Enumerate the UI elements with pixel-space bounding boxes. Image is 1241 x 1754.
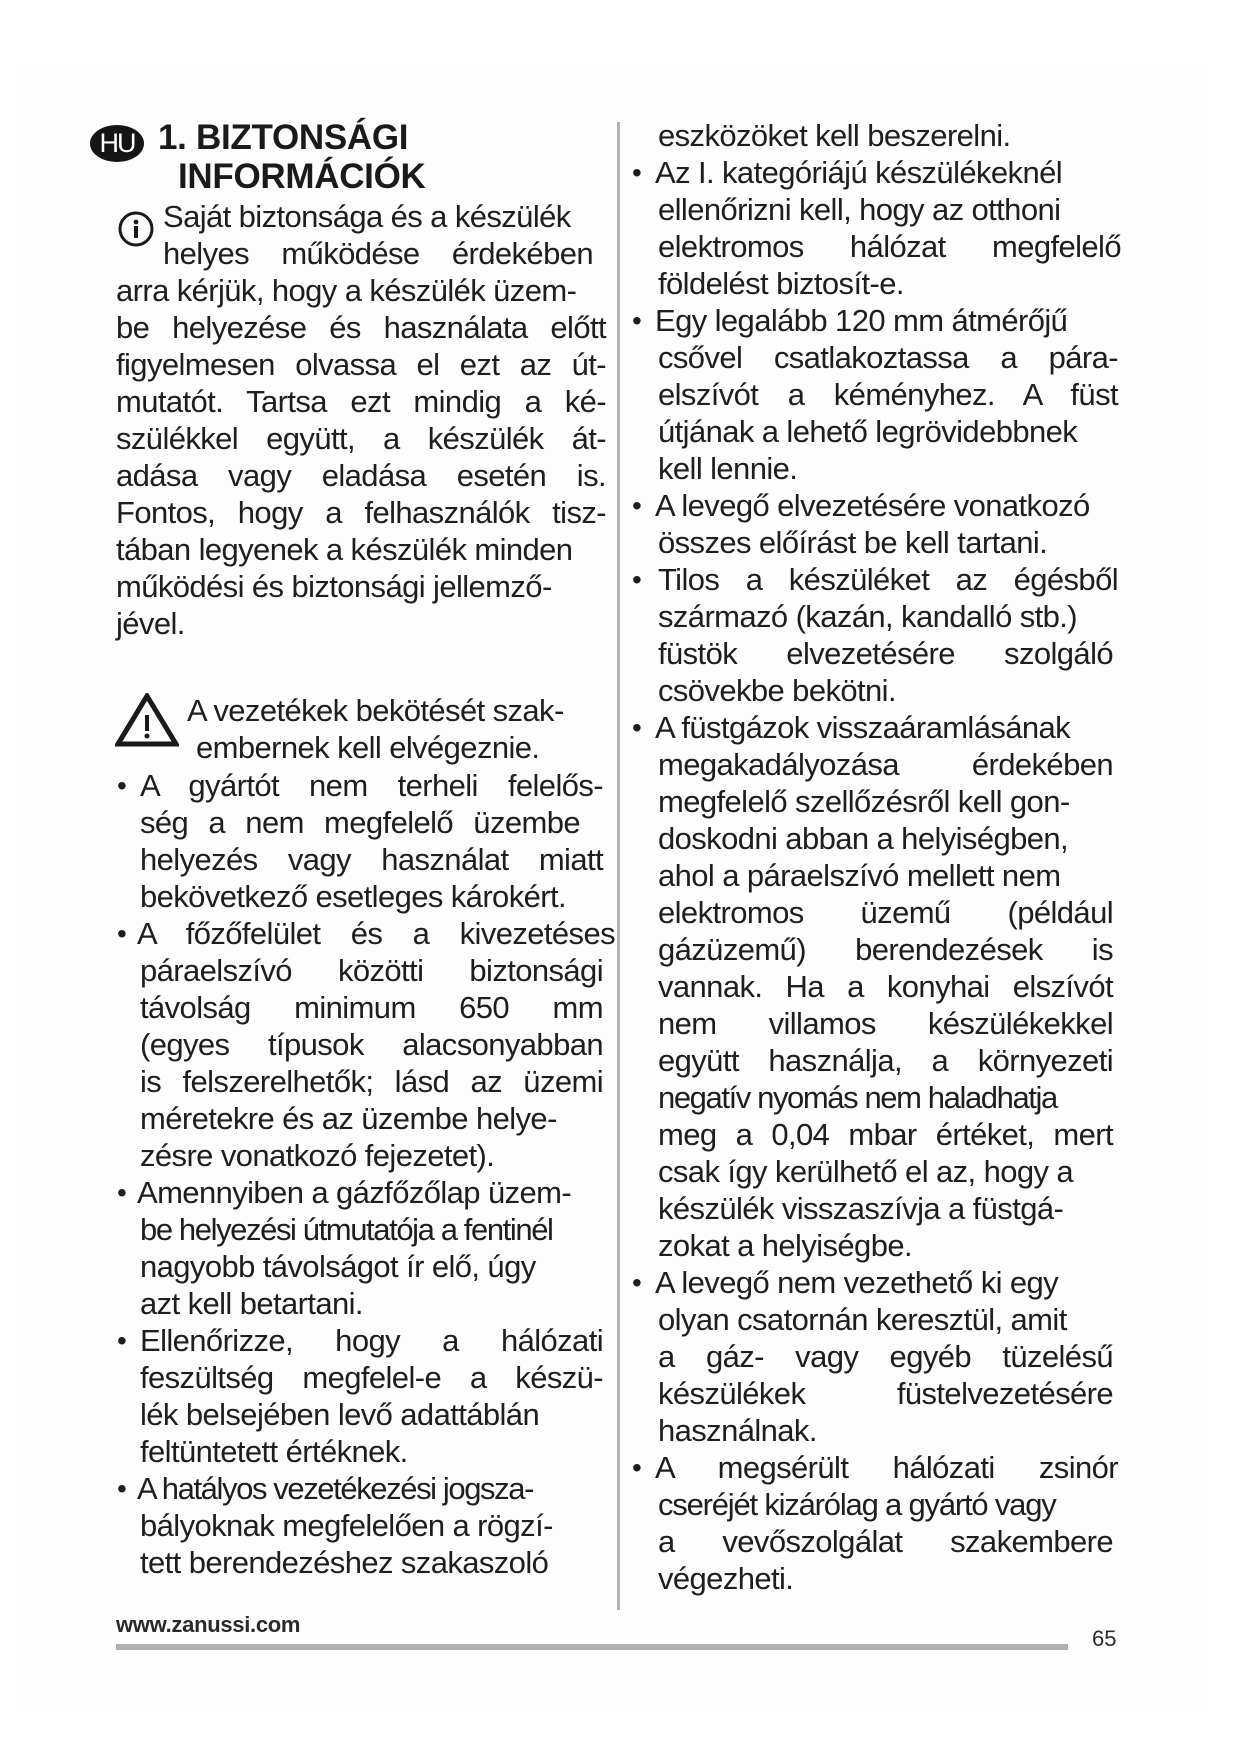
bullet-line: A levegő nem vezethető ki egy bbox=[655, 1265, 1059, 1300]
intro-line: arra kérjük, hogy a készülék üzem- bbox=[116, 273, 577, 308]
section-title-line1: 1. BIZTONSÁGI bbox=[158, 118, 409, 157]
bullet-line: együtt használja, a környezeti bbox=[658, 1043, 1113, 1078]
intro-line: be helyezése és használata előtt bbox=[116, 310, 606, 345]
bullet-marker: • bbox=[117, 1325, 127, 1356]
intro-line: figyelmesen olvassa el ezt az út- bbox=[116, 347, 606, 382]
bullet-line: készülék visszaszívja a füstgá- bbox=[658, 1191, 1064, 1226]
bullet-line: doskodni abban a helyiségben, bbox=[658, 821, 1069, 856]
bullet-line: negatív nyomás nem haladhatja bbox=[658, 1080, 1057, 1115]
bullet-line: használnak. bbox=[658, 1413, 817, 1448]
bullet-line: A főzőfelület és a kivezetéses bbox=[137, 916, 615, 951]
bullet-line: nagyobb távolságot ír elő, úgy bbox=[140, 1249, 536, 1284]
bullet-line: megakadályozása érdekében bbox=[658, 747, 1113, 782]
bullet-line: lék belsejében levő adattáblán bbox=[140, 1397, 540, 1432]
bullet-line: a vevőszolgálat szakembere bbox=[658, 1524, 1113, 1559]
bullet-marker: • bbox=[632, 157, 642, 188]
bullet-line: csak így kerülhető el az, hogy a bbox=[658, 1154, 1074, 1189]
bullet-marker: • bbox=[632, 490, 642, 521]
intro-line: helyes működése érdekében bbox=[163, 236, 593, 271]
bullet-line: füstök elvezetésére szolgáló bbox=[658, 636, 1113, 671]
bullet-line: páraelszívó közötti biztonsági bbox=[140, 953, 603, 988]
bullet-line: azt kell betartani. bbox=[140, 1286, 363, 1321]
info-circle-icon bbox=[117, 210, 155, 248]
continuation-line: eszközöket kell beszerelni. bbox=[658, 118, 1011, 153]
bullet-line: gázüzemű) berendezések is bbox=[658, 932, 1113, 967]
bullet-line: ahol a páraelszívó mellett nem bbox=[658, 858, 1061, 893]
bullet-line: A gyártót nem terheli felelős- bbox=[140, 768, 603, 803]
bullet-line: tett berendezéshez szakaszoló bbox=[140, 1545, 549, 1580]
bullet-marker: • bbox=[632, 305, 642, 336]
bullet-marker: • bbox=[632, 1267, 642, 1298]
bullet-marker: • bbox=[632, 1452, 642, 1483]
page-number: 65 bbox=[1092, 1626, 1117, 1651]
bullet-line: A levegő elvezetésére vonatkozó bbox=[655, 488, 1090, 523]
bullet-line: nem villamos készülékekkel bbox=[658, 1006, 1113, 1041]
intro-line: tában legyenek a készülék minden bbox=[116, 532, 573, 567]
bullet-line: cseréjét kizárólag a gyártó vagy bbox=[658, 1487, 1056, 1522]
bullet-line: zokat a helyiségbe. bbox=[658, 1228, 912, 1263]
bullet-line: Ellenőrizze, hogy a hálózati bbox=[140, 1323, 603, 1358]
bullet-line: bekövetkező esetleges károkért. bbox=[140, 879, 566, 914]
bullet-marker: • bbox=[117, 1473, 127, 1504]
bullet-line: elszívót a kéményhez. A füst bbox=[658, 377, 1118, 412]
bullet-line: is felszerelhetők; lásd az üzemi bbox=[140, 1064, 603, 1099]
bullet-line: csővel csatlakoztassa a pára- bbox=[658, 340, 1118, 375]
bullet-line: feltüntetett értéknek. bbox=[140, 1434, 408, 1469]
bullet-line: megfelelő szellőzésről kell gon- bbox=[658, 784, 1070, 819]
bullet-line: ség a nem megfelelő üzembe bbox=[140, 805, 580, 840]
bullet-line: (egyes típusok alacsonyabban bbox=[140, 1027, 603, 1062]
bullet-marker: • bbox=[117, 770, 127, 801]
bullet-line: Egy legalább 120 mm átmérőjű bbox=[655, 303, 1068, 338]
column-divider bbox=[617, 122, 620, 1610]
bullet-marker: • bbox=[117, 918, 127, 949]
bullet-marker: • bbox=[632, 712, 642, 743]
intro-line: szülékkel együtt, a készülék át- bbox=[116, 421, 606, 456]
bullet-line: A megsérült hálózati zsinór bbox=[655, 1450, 1118, 1485]
bullet-line: meg a 0,04 mbar értéket, mert bbox=[658, 1117, 1113, 1152]
bullet-line: összes előírást be kell tartani. bbox=[658, 525, 1048, 560]
bullet-marker: • bbox=[632, 564, 642, 595]
bullet-line: méretekre és az üzembe helye- bbox=[140, 1101, 557, 1136]
bullet-line: származó (kazán, kandalló stb.) bbox=[658, 599, 1078, 634]
bullet-marker: • bbox=[117, 1177, 127, 1208]
bullet-line: be helyezési útmutatója a fentinél bbox=[140, 1212, 553, 1247]
bullet-line: földelést biztosít-e. bbox=[658, 266, 904, 301]
intro-line: Fontos, hogy a felhasználók tisz- bbox=[116, 495, 606, 530]
bullet-line: a gáz- vagy egyéb tüzelésű bbox=[658, 1339, 1113, 1374]
bullet-line: útjának a lehető legrövidebbnek bbox=[658, 414, 1078, 449]
bullet-line: készülékek füstelvezetésére bbox=[658, 1376, 1113, 1411]
bullet-line: Amennyiben a gázfőzőlap üzem- bbox=[137, 1175, 572, 1210]
language-badge: HU bbox=[90, 125, 144, 162]
warning-triangle-icon bbox=[115, 693, 179, 747]
bullet-line: A füstgázok visszaáramlásának bbox=[655, 710, 1071, 745]
bullet-line: A hatályos vezetékezési jogsza- bbox=[137, 1471, 534, 1506]
intro-line: adása vagy eladása esetén is. bbox=[116, 458, 606, 493]
bullet-line: bályoknak megfelelően a rögzí- bbox=[140, 1508, 553, 1543]
warning-line: A vezetékek bekötését szak- bbox=[187, 693, 564, 728]
bullet-line: végezheti. bbox=[658, 1561, 794, 1596]
bullet-line: kell lennie. bbox=[658, 451, 798, 486]
bullet-line: helyezés vagy használat miatt bbox=[140, 842, 603, 877]
intro-line: Saját biztonsága és a készülék bbox=[163, 199, 571, 234]
bullet-line: vannak. Ha a konyhai elszívót bbox=[658, 969, 1113, 1004]
bullet-line: távolság minimum 650 mm bbox=[140, 990, 603, 1025]
footer-rule bbox=[116, 1644, 1068, 1650]
bullet-line: feszültség megfelel-e a készü- bbox=[140, 1360, 603, 1395]
intro-line: mutatót. Tartsa ezt mindig a ké- bbox=[116, 384, 606, 419]
intro-line: működési és biztonsági jellemző- bbox=[116, 569, 552, 604]
bullet-line: olyan csatornán keresztül, amit bbox=[658, 1302, 1067, 1337]
section-title-line2: INFORMÁCIÓK bbox=[178, 157, 426, 196]
intro-line: jével. bbox=[116, 606, 185, 641]
bullet-line: zésre vonatkozó fejezetet). bbox=[140, 1138, 495, 1173]
bullet-line: Az I. kategóriájú készülékeknél bbox=[655, 155, 1063, 190]
bullet-line: elektromos üzemű (például bbox=[658, 895, 1113, 930]
bullet-line: elektromos hálózat megfelelő bbox=[658, 229, 1121, 264]
bullet-line: ellenőrizni kell, hogy az otthoni bbox=[658, 192, 1061, 227]
footer-website-link[interactable]: www.zanussi.com bbox=[116, 1612, 301, 1637]
warning-line: embernek kell elvégeznie. bbox=[196, 730, 540, 765]
bullet-line: csövekbe bekötni. bbox=[658, 673, 896, 708]
bullet-line: Tilos a készüléket az égésből bbox=[658, 562, 1118, 597]
